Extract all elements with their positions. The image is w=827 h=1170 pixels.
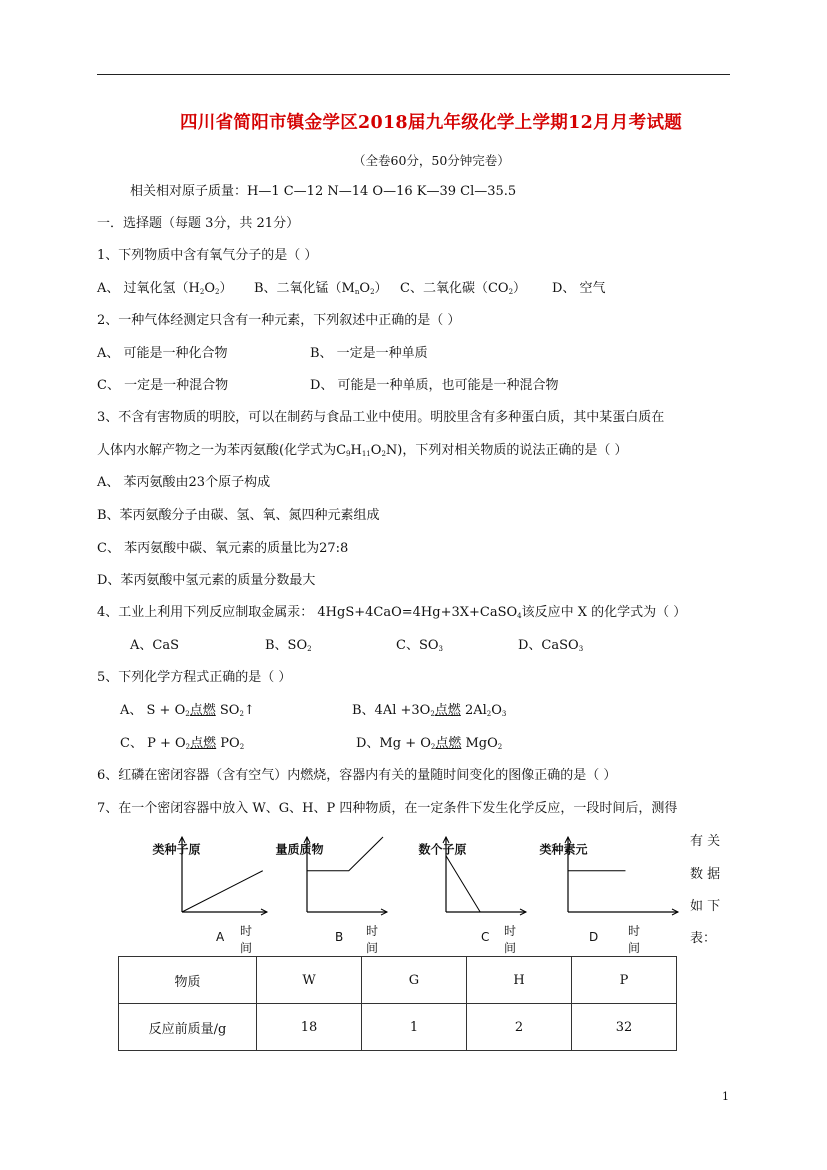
y-axis-label: 原子个数: [417, 843, 467, 854]
subtitle: （全卷60分，50分钟完卷）: [353, 153, 510, 168]
q3-option-b: B、苯丙氨酸分子由碳、氢、氧、氮四种元素组成: [97, 508, 380, 523]
q5-option-a: A、 $S + O_2$点燃 $SO_2↑$: [120, 703, 255, 718]
q7-side-text-3: 如 下: [690, 899, 721, 914]
page-title: 四川省简阳市镇金学区2018届九年级化学上学期12月月考试题: [180, 113, 683, 133]
table-cell: 1: [362, 1004, 467, 1051]
table-cell: 18: [257, 1004, 362, 1051]
q7-data-table: [118, 956, 677, 1051]
y-axis-label: 元素种类: [538, 843, 588, 854]
q2-option-b: B、 一定是一种单质: [310, 346, 428, 361]
chart-option-label: A: [216, 930, 225, 944]
table-header-cell: H: [467, 957, 572, 1004]
q1-option-a: A、 过氧化氢$(H_2O_2)$: [97, 281, 233, 296]
q5-option-c: C、 $P + O_2$点燃 $PO_2$: [120, 736, 245, 751]
table-header-cell: W: [257, 957, 362, 1004]
q7-side-text-1: 有 关: [690, 834, 721, 849]
x-axis-label: 时间: [366, 924, 379, 955]
table-header-cell: G: [362, 957, 467, 1004]
q7-stem: 7、在一个密闭容器中放入 W、G、H、P 四种物质，在一定条件下发生化学反应，一段时间后，测得: [97, 801, 678, 816]
table-header-cell: P: [572, 957, 677, 1004]
q2-stem: 2、一种气体经测定只含有一种元素，下列叙述中正确的是（ ）: [97, 313, 461, 328]
chart-option-label: C: [481, 930, 490, 944]
x-axis-label: 时间: [628, 924, 641, 955]
table-cell: 2: [467, 1004, 572, 1051]
q3-option-d: D、苯丙氨酸中氢元素的质量分数最大: [97, 573, 316, 588]
q7-side-text-2: 数 据: [690, 867, 721, 882]
q2-option-c: C、 一定是一种混合物: [97, 378, 229, 393]
q6-stem: 6、红磷在密闭容器（含有空气）内燃烧，容器内有关的量随时间变化的图像正确的是（ ）: [97, 768, 617, 783]
y-axis-label: 物质质量: [274, 843, 324, 854]
q4-stem: 4、工业上利用下列反应制取金属汞： 4HgS+4CaO=4Hg+3X+CaSO$_4$该反应中 X 的化学式为（ ）: [97, 605, 687, 620]
q1-option-c: C、二氧化碳$(CO_2)$: [400, 281, 527, 296]
table-cell: 32: [572, 1004, 677, 1051]
q3-stem-line1: 3、不含有害物质的明胶，可以在制药与食品工业中使用。明胶里含有多种蛋白质，其中某蛋白质在: [97, 410, 665, 425]
q4-option-b: B、$SO_2$: [265, 638, 312, 653]
q4-option-d: D、CaSO$_3$: [518, 638, 584, 653]
table-header-cell: 物质: [119, 957, 257, 1004]
q7-side-text-4: 表：: [690, 931, 717, 946]
table-row: [119, 1004, 677, 1051]
q5-option-d: D、$Mg + O_2$点燃 MgO$_2$: [356, 736, 503, 751]
q1-option-d: D、 空气: [552, 281, 606, 296]
q5-option-b: B、$4Al +3O_2$点燃 $2Al_2O_3$: [352, 703, 507, 718]
page-number: 1: [722, 1090, 729, 1103]
q4-option-c: C、$SO_3$: [396, 638, 443, 653]
q4-option-a: A、CaS: [130, 638, 179, 653]
x-axis-label: 时间: [504, 924, 517, 955]
atomic-masses: 相关相对原子质量：H—1 C—12 N—14 O—16 K—39 Cl—35.5: [130, 184, 517, 199]
q1-option-b: B、二氧化锰$(M_nO_2)$: [254, 281, 388, 296]
q3-option-a: A、 苯丙氨酸由23个原子构成: [97, 475, 271, 490]
section-heading: 一．选择题（每题 3分，共 21分）: [97, 216, 300, 231]
y-axis-label: 原子种类: [151, 843, 201, 854]
x-axis-label: 时间: [240, 924, 253, 955]
chart-option-label: D: [589, 930, 599, 944]
q5-stem: 5、下列化学方程式正确的是（ ）: [97, 670, 292, 685]
q2-option-a: A、 可能是一种化合物: [97, 346, 228, 361]
table-cell: 反应前质量/g: [119, 1004, 257, 1051]
chart-option-label: B: [335, 930, 344, 944]
q1-stem: 1、下列物质中含有氧气分子的是（ ）: [97, 248, 318, 263]
q3-option-c: C、 苯丙氨酸中碳、氧元素的质量比为27:8: [97, 541, 349, 556]
q3-stem-line2: 人体内水解产物之一为苯丙氨酸(化学式为$C_9H_{11}O_2N$)，下列对相关物质的说法正确的是（ ）: [97, 443, 628, 458]
table-header-row: [119, 957, 677, 1004]
q2-option-d: D、 可能是一种单质，也可能是一种混合物: [310, 378, 559, 393]
